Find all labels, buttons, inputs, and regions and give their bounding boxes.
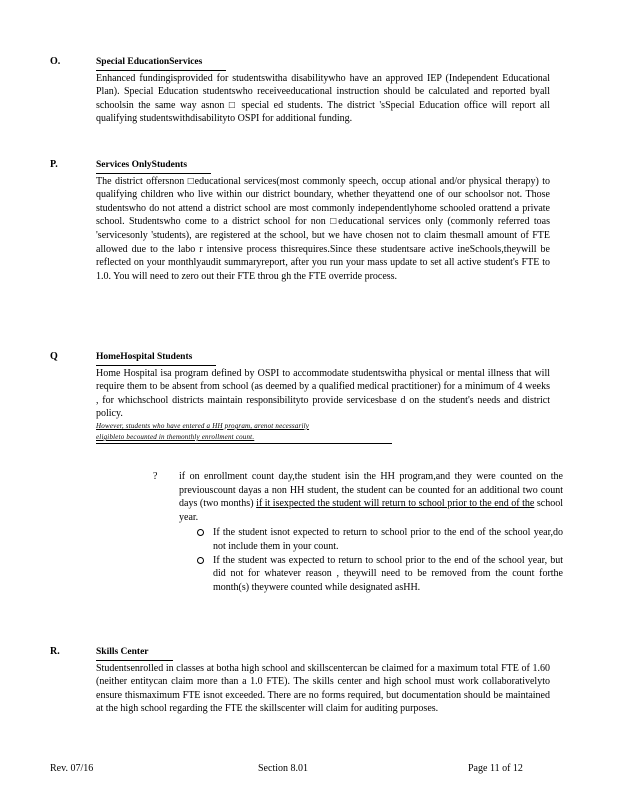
sub-item bbox=[197, 554, 563, 595]
section-letter: R. bbox=[50, 646, 60, 657]
sub-item bbox=[197, 526, 563, 553]
bullet-glyph: ? bbox=[153, 471, 158, 482]
section-body: Home Hospital isa program defined by OSPI to accommodate studentswitha physical or mental illness that will require them to be absent from school (as deemed by a qualified medical practitioner) for a minimum of 4 weeks , for whichschool districts maintain responsibilityto provide servicesbase d on the student's needs and district policy. bbox=[96, 367, 550, 420]
bullet-text-a: if on enrollment count day,the student isin the HH program,and they were counted on the previouscount dayas a non HH student, the student can be counted for an additional two count days (two months) bbox=[179, 471, 563, 510]
circle-bullet-icon bbox=[197, 557, 204, 564]
bullet-block bbox=[153, 470, 563, 594]
circle-bullet-icon bbox=[197, 529, 204, 536]
section-content bbox=[96, 350, 550, 444]
section-body: Enhanced fundingisprovided for studentswitha disabilitywho have an approved IEP (Independent Educational Plan). Special Education studentswho receiveeducational instruction should be calculated and reported byall schoolsin the same way asnon □ special ed students. The district 'sSpecial Education office will report all qualifying studentswithdisabilityto OSPI for additional funding. bbox=[96, 72, 550, 125]
footer-rev: Rev. 07/16 bbox=[50, 763, 94, 774]
section-heading: Special EducationServices bbox=[96, 56, 226, 71]
note-line-1: However, students who have entered a HH program, arenot necessarily bbox=[96, 421, 310, 430]
section-heading: Services OnlyStudents bbox=[96, 159, 211, 174]
section-letter: O. bbox=[50, 56, 61, 67]
section-content bbox=[96, 55, 550, 126]
footer-page: Page 11 of 12 bbox=[468, 763, 523, 774]
section-content bbox=[96, 158, 550, 283]
italic-note bbox=[96, 421, 392, 444]
sub-item-text: If the student was expected to return to school prior to the end of the school year, but did not for whatever reason , theywill need to be removed from the count forthe month(s) theywere counted while designated asHH. bbox=[213, 554, 563, 593]
section-heading: Skills Center bbox=[96, 646, 173, 661]
section-letter: P. bbox=[50, 159, 58, 170]
bullet-text bbox=[179, 470, 563, 524]
sub-item-text: If the student isnot expected to return to school prior to the end of the school year,do not include them in your count. bbox=[213, 527, 563, 552]
section-content bbox=[96, 645, 550, 716]
bullet-text-underlined: if it isexpected the student will return to school prior to the end of the bbox=[256, 498, 535, 510]
note-line-2: eligibleto becounted in themonthly enrollment count. bbox=[96, 432, 255, 441]
section-letter: Q bbox=[50, 351, 58, 362]
section-heading: HomeHospital Students bbox=[96, 351, 216, 366]
footer-section: Section 8.01 bbox=[258, 763, 308, 774]
bullet-text-b: school year. bbox=[179, 498, 563, 523]
sub-list bbox=[197, 526, 563, 594]
section-body: The district offersnon □educational services(most commonly speech, occup ational and/or physical therapy) to qualifying children who live within our district boundary, whether theyattend one of our schoolsor not. Those studentswho do not attend a district school are most commonly independentlyhome schooled orattend a private school. Studentswho come to a district school for non □educational services only (commonly referred toas 'servicesonly 'students), are registered at the school, but we have chosen not to claim thesmall amount of FTE allowed due to the labo r intensive process thisrequires.Since these studentsare active ineSchools,theywill be reflected on your monthlyaudit summaryreport, after you run your mass update to set all active student's FTE to 1.0. You will need to zero out their FTE throu gh the FTE override process. bbox=[96, 175, 550, 282]
section-body: Studentsenrolled in classes at botha high school and skillscentercan be claimed for a maximum total FTE of 1.60 (neither entitycan claim more than a 1.0 FTE). The skills center and high school must work collaborativelyto ensure thismaximum FTE isnot exceeded. There are no forms required, but documentation should be maintained at the high school regarding the FTE the skillscenter will claim for auditing purposes. bbox=[96, 662, 550, 715]
